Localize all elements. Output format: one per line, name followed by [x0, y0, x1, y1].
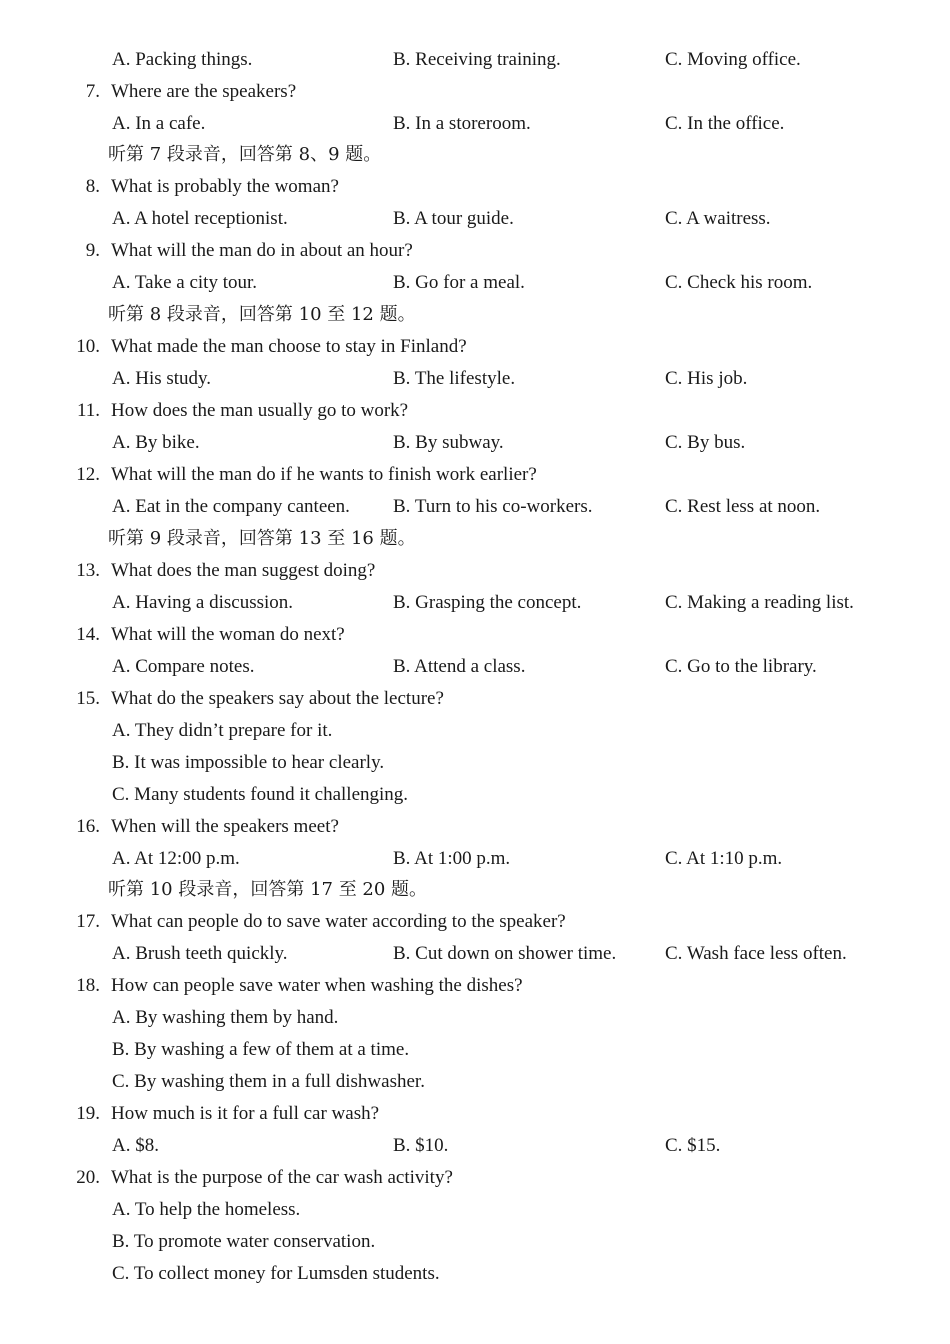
q10-options	[0, 364, 950, 394]
q6-option-c: C. Moving office.	[665, 49, 801, 70]
q15-option-b: B. It was impossible to hear clearly.	[112, 752, 385, 773]
q13-text: What does the man suggest doing?	[111, 560, 376, 581]
q10-number: 10.	[76, 336, 100, 357]
q12-options	[0, 492, 950, 522]
q9-option-a: A. Take a city tour.	[112, 272, 258, 293]
q11-options	[0, 428, 950, 458]
q18-option-b-row	[0, 1035, 950, 1065]
q13-question	[0, 556, 950, 586]
q17-option-a: A. Brush teeth quickly.	[112, 943, 288, 964]
section-7-heading	[0, 140, 950, 170]
q9-text: What will the man do in about an hour?	[111, 240, 413, 261]
q11-option-b: B. By subway.	[393, 432, 504, 453]
section-8-instruction: 听第 8 段录音，回答第 10 至 12 题。	[108, 304, 416, 325]
q11-option-a: A. By bike.	[112, 432, 200, 453]
q18-text: How can people save water when washing the dishes?	[111, 975, 523, 996]
q7-option-a: A. In a cafe.	[112, 113, 206, 134]
q17-text: What can people do to save water according to the speaker?	[111, 911, 566, 932]
q15-option-c: C. Many students found it challenging.	[112, 784, 409, 805]
q14-number: 14.	[76, 624, 100, 645]
q14-options	[0, 652, 950, 682]
q19-options	[0, 1131, 950, 1161]
q17-number: 17.	[76, 911, 100, 932]
section-10-instruction: 听第 10 段录音，回答第 17 至 20 题。	[108, 879, 428, 900]
q8-text: What is probably the woman?	[111, 176, 339, 197]
q18-option-c-row	[0, 1067, 950, 1097]
q15-option-c-row	[0, 780, 950, 810]
q12-option-a: A. Eat in the company canteen.	[112, 496, 350, 517]
q14-option-b: B. Attend a class.	[393, 656, 526, 677]
q14-question	[0, 620, 950, 650]
q11-question	[0, 396, 950, 426]
q7-option-b: B. In a storeroom.	[393, 113, 531, 134]
q10-question	[0, 332, 950, 362]
section-9-heading	[0, 524, 950, 554]
q20-number: 20.	[76, 1167, 100, 1188]
section-7-instruction: 听第 7 段录音，回答第 8、9 题。	[108, 144, 382, 165]
q12-question	[0, 460, 950, 490]
q16-option-a: A. At 12:00 p.m.	[112, 848, 240, 869]
q17-option-c: C. Wash face less often.	[665, 943, 847, 964]
q19-option-c: C. $15.	[665, 1135, 721, 1156]
q10-option-c: C. His job.	[665, 368, 748, 389]
q7-option-c: C. In the office.	[665, 113, 785, 134]
q11-text: How does the man usually go to work?	[111, 400, 409, 421]
q20-text: What is the purpose of the car wash activity?	[111, 1167, 453, 1188]
q20-option-c: C. To collect money for Lumsden students.	[112, 1263, 440, 1284]
q15-option-a-row	[0, 716, 950, 746]
q20-option-a: A. To help the homeless.	[112, 1199, 301, 1220]
q14-option-a: A. Compare notes.	[112, 656, 255, 677]
q18-question	[0, 971, 950, 1001]
q6-options	[0, 45, 950, 75]
q14-text: What will the woman do next?	[111, 624, 345, 645]
q12-number: 12.	[76, 464, 100, 485]
q15-text: What do the speakers say about the lecture?	[111, 688, 444, 709]
q19-option-a: A. $8.	[112, 1135, 159, 1156]
q10-text: What made the man choose to stay in Finland?	[111, 336, 467, 357]
q12-option-b: B. Turn to his co-workers.	[393, 496, 593, 517]
q7-number: 7.	[85, 81, 100, 102]
q8-option-b: B. A tour guide.	[393, 208, 514, 229]
q13-option-b: B. Grasping the concept.	[393, 592, 582, 613]
q9-option-c: C. Check his room.	[665, 272, 813, 293]
q16-option-c: C. At 1:10 p.m.	[665, 848, 783, 869]
q15-option-a: A. They didn’t prepare for it.	[112, 720, 333, 741]
q19-text: How much is it for a full car wash?	[111, 1103, 380, 1124]
q20-option-c-row	[0, 1259, 950, 1289]
section-10-heading	[0, 875, 950, 905]
q14-option-c: C. Go to the library.	[665, 656, 817, 677]
q13-option-c: C. Making a reading list.	[665, 592, 854, 613]
q15-number: 15.	[76, 688, 100, 709]
q17-question	[0, 907, 950, 937]
q6-option-b: B. Receiving training.	[393, 49, 561, 70]
q13-options	[0, 588, 950, 618]
q8-option-c: C. A waitress.	[665, 208, 771, 229]
q7-text: Where are the speakers?	[111, 81, 297, 102]
q18-option-b: B. By washing a few of them at a time.	[112, 1039, 410, 1060]
q15-option-b-row	[0, 748, 950, 778]
q11-option-c: C. By bus.	[665, 432, 746, 453]
q18-number: 18.	[76, 975, 100, 996]
q17-options	[0, 939, 950, 969]
q16-number: 16.	[76, 816, 100, 837]
q20-option-b: B. To promote water conservation.	[112, 1231, 376, 1252]
q11-number: 11.	[76, 400, 100, 421]
q13-number: 13.	[76, 560, 100, 581]
q20-option-b-row	[0, 1227, 950, 1257]
q8-number: 8.	[85, 176, 100, 197]
q16-question	[0, 812, 950, 842]
q10-option-b: B. The lifestyle.	[393, 368, 516, 389]
q16-options	[0, 844, 950, 874]
q18-option-a-row	[0, 1003, 950, 1033]
q9-number: 9.	[85, 240, 100, 261]
q12-option-c: C. Rest less at noon.	[665, 496, 821, 517]
q20-option-a-row	[0, 1195, 950, 1225]
q10-option-a: A. His study.	[112, 368, 212, 389]
q8-question	[0, 172, 950, 202]
q8-options	[0, 204, 950, 234]
q18-option-c: C. By washing them in a full dishwasher.	[112, 1071, 425, 1092]
q19-question	[0, 1099, 950, 1129]
q7-question	[0, 77, 950, 107]
q9-question	[0, 236, 950, 266]
q6-option-a: A. Packing things.	[112, 49, 253, 70]
q8-option-a: A. A hotel receptionist.	[112, 208, 288, 229]
section-9-instruction: 听第 9 段录音，回答第 13 至 16 题。	[108, 528, 416, 549]
q18-option-a: A. By washing them by hand.	[112, 1007, 339, 1028]
q16-option-b: B. At 1:00 p.m.	[393, 848, 511, 869]
q9-options	[0, 268, 950, 298]
q13-option-a: A. Having a discussion.	[112, 592, 294, 613]
q17-option-b: B. Cut down on shower time.	[393, 943, 617, 964]
q7-options	[0, 109, 950, 139]
section-8-heading	[0, 300, 950, 330]
q16-text: When will the speakers meet?	[111, 816, 339, 837]
q15-question	[0, 684, 950, 714]
q20-question	[0, 1163, 950, 1193]
q19-option-b: B. $10.	[393, 1135, 449, 1156]
q19-number: 19.	[76, 1103, 100, 1124]
q9-option-b: B. Go for a meal.	[393, 272, 525, 293]
q12-text: What will the man do if he wants to finish work earlier?	[111, 464, 537, 485]
